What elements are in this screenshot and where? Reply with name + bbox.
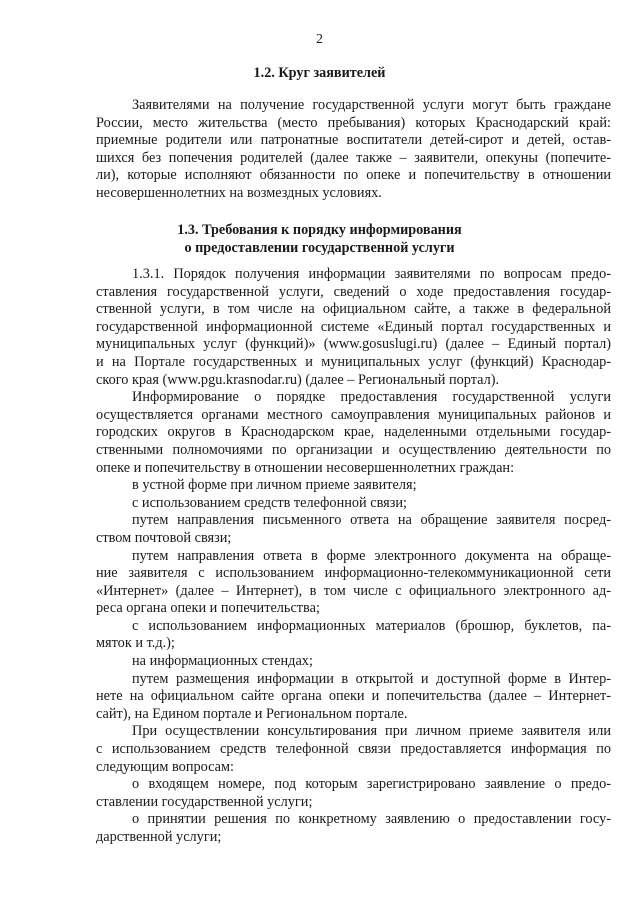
text-line: ством почтовой связи; bbox=[96, 529, 232, 546]
text-line: Информирование о порядке предоставления государственной услуги bbox=[132, 389, 611, 406]
text-line: «Интернет» (далее – Интернет), в том числе с официального электронного ад- bbox=[96, 582, 611, 599]
text-line: ственными полномочиями по организации и осуществлению деятельности по bbox=[96, 441, 611, 458]
text-line: о входящем номере, под которым зарегистрировано заявление о предо- bbox=[132, 776, 611, 793]
text-line: ставления государственной услуги, сведений о ходе предоставления государ- bbox=[96, 283, 611, 300]
text-line: приемные родители или патронатные воспитатели детей-сирот и детей, остав- bbox=[96, 132, 611, 149]
text-line: При осуществлении консультирования при личном приеме заявителя или bbox=[132, 723, 611, 740]
text-line: на информационных стендах; bbox=[132, 653, 313, 670]
text-line: нете на официальном сайте органа опеки и попечительства (далее – Интернет- bbox=[96, 688, 611, 705]
text-line: ставлении государственной услуги; bbox=[96, 793, 313, 810]
text-line: несовершеннолетних на возмездных условиях. bbox=[96, 184, 382, 201]
text-line: городских округов в Краснодарском крае, наделенными отдельными государ- bbox=[96, 424, 611, 441]
text-line: путем размещения информации в открытой и доступной форме в Интер- bbox=[132, 670, 611, 687]
text-line: осуществляется органами местного самоуправления муниципальных районов и bbox=[96, 406, 611, 423]
text-line: путем направления ответа в форме электронного документа на обраще- bbox=[132, 547, 611, 564]
text-line: шихся без попечения родителей (далее также – заявители, опекуны (попечите- bbox=[96, 149, 611, 166]
text-line: с использованием информационных материалов (брошюр, буклетов, па- bbox=[132, 617, 611, 634]
text-line: путем направления письменного ответа на обращение заявителя посред- bbox=[132, 512, 611, 529]
section-1-3-title-line-1: 1.3. Требования к порядку информирования bbox=[177, 222, 462, 238]
text-line: с использованием средств телефонной связи; bbox=[132, 494, 408, 511]
text-line: и на Портале государственных и муниципальных услуг (функций) Краснодар- bbox=[96, 353, 611, 370]
text-line: опеке и попечительству в отношении несовершеннолетних граждан: bbox=[96, 459, 515, 476]
section-1-3-title bbox=[0, 221, 639, 257]
text-line: России, место жительства (место пребывания) которых Краснодарский край: bbox=[96, 114, 611, 131]
text-line: с использованием средств телефонной связи предоставляется информация по bbox=[96, 741, 611, 758]
text-line: ние заявителя с использованием информационно-телекоммуникационной сети bbox=[96, 565, 611, 582]
text-line: ственной услуги, в том числе на официальном сайте, а также в федеральной bbox=[96, 301, 611, 318]
text-line: реса органа опеки и попечительства; bbox=[96, 600, 320, 617]
text-line: о принятии решения по конкретному заявлению о предоставлении госу- bbox=[132, 811, 611, 828]
text-line: ли), которые исполняют обязанности по опеке и попечительству в отношении bbox=[96, 167, 611, 184]
section-1-2-title: 1.2. Круг заявителей bbox=[253, 65, 386, 81]
section-1-3-body bbox=[96, 266, 611, 847]
text-line: 1.3.1. Порядок получения информации заявителями по вопросам предо- bbox=[132, 266, 611, 282]
text-line: муниципальных услуг (функций)» (www.gosuslugi.ru) (далее – Единый портал) bbox=[96, 336, 611, 353]
text-line: государственной информационной системе «Единый портал государственных и bbox=[96, 318, 611, 335]
text-line: следующим вопросам: bbox=[96, 758, 235, 775]
page-number: 2 bbox=[316, 32, 323, 47]
text-line: дарственной услуги; bbox=[96, 829, 222, 845]
text-line: мяток и т.д.); bbox=[96, 635, 175, 652]
text-line: в устной форме при личном приеме заявителя; bbox=[132, 477, 417, 494]
section-1-3-title-line-2: о предоставлении государственной услуги bbox=[184, 240, 455, 256]
text-line: сайт), на Едином портале и Региональном портале. bbox=[96, 705, 408, 722]
section-1-2-paragraph bbox=[96, 97, 611, 203]
text-line: Заявителями на получение государственной услуги могут быть граждане bbox=[132, 97, 611, 113]
text-line: ского края (www.pgu.krasnodar.ru) (далее – Региональный портал). bbox=[96, 371, 500, 388]
